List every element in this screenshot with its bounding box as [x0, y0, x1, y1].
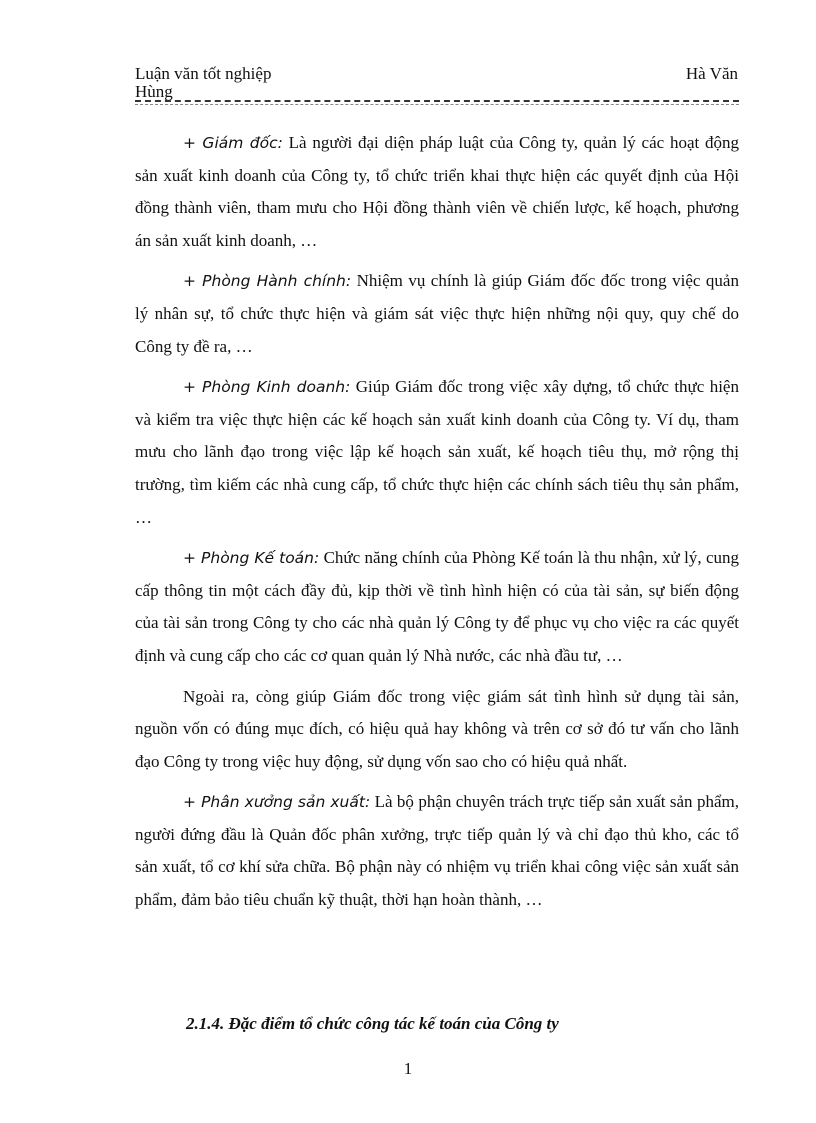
body-text: [135, 127, 739, 925]
page-header: [135, 64, 740, 104]
paragraph-text: Ngoài ra, còng giúp Giám đốc trong việc giám sát tình hình sử dụng tài sản, nguồn vốn có đúng mục đích, có hiệu quả hay không và trên cơ sở đó tư vấn cho lãnh đạo Công ty trong việc huy động, sử dụng vốn sao cho có hiệu quả nhất.: [135, 686, 739, 771]
header-author-name-continued: Hùng: [135, 82, 173, 101]
paragraph-lead: + Phân xưởng sản xuất:: [183, 793, 371, 812]
header-divider: [135, 100, 739, 102]
page-number: 1: [403, 1059, 413, 1078]
header-divider-secondary: [135, 104, 739, 105]
paragraph-lead: + Phòng Hành chính:: [183, 272, 352, 291]
paragraph-text: Là người đại diện pháp luật của Công ty, quản lý các hoạt động sản xuất kinh doanh của Công ty, tổ chức triển khai thực hiện các quyết định của Hội đồng thành viên, tham mưu cho Hội đồng thành viên về chiến lược, kế hoạch, phương án sản xuất kinh doanh, …: [135, 133, 739, 250]
paragraph-admin-dept: [135, 265, 739, 363]
paragraph-text: Nhiệm vụ chính là giúp Giám đốc đốc trong việc quản lý nhân sự, tổ chức thực hiện và giám sát việc thực hiện những nội quy, quy chế do Công ty đề ra, …: [135, 271, 739, 356]
paragraph-accounting-additional: [135, 681, 739, 779]
paragraph-business-dept: [135, 371, 739, 534]
section-heading: 2.1.4. Đặc điểm tổ chức công tác kế toán của Công ty: [186, 1014, 559, 1033]
paragraph-lead: + Phòng Kinh doanh:: [183, 378, 351, 397]
paragraph-accounting-dept: [135, 542, 739, 672]
header-author-name: Hà Văn: [685, 64, 738, 83]
paragraph-text: Là bộ phận chuyên trách trực tiếp sản xuất sản phẩm, người đứng đầu là Quản đốc phân xưởng, trực tiếp quản lý và chỉ đạo thủ kho, các tổ sản xuất, tổ cơ khí sửa chữa. Bộ phận này có nhiệm vụ triển khai công việc sản xuất sản phẩm, đảm bảo tiêu chuẩn kỹ thuật, thời hạn hoàn thành, …: [135, 792, 739, 910]
header-thesis-title: Luận văn tốt nghiệp: [135, 64, 272, 83]
paragraph-text: Giúp Giám đốc trong việc xây dựng, tổ chức thực hiện và kiểm tra việc thực hiện các kế hoạch sản xuất kinh doanh của Công ty. Ví dụ, tham mưu cho lãnh đạo trong việc lập kế hoạch sản xuất, kế hoạch tiêu thụ, mở rộng thị trường, tìm kiếm các nhà cung cấp, tổ chức thực hiện các chính sách tiêu thụ sản phẩm, …: [135, 377, 739, 527]
paragraph-text: Chức năng chính của Phòng Kế toán là thu nhận, xử lý, cung cấp thông tin một cách đầy đủ, kịp thời về tình hình hiện có của tài sản, sự biến động của tài sản trong Công ty cho các nhà quản lý Công ty để phục vụ cho việc ra các quyết định và cung cấp cho các cơ quan quản lý Nhà nước, các nhà đầu tư, …: [135, 548, 739, 665]
paragraph-lead: + Giám đốc:: [183, 134, 283, 152]
paragraph-lead: + Phòng Kế toán:: [183, 549, 320, 568]
paragraph-production-workshop: [135, 786, 739, 916]
paragraph-director: [135, 127, 739, 257]
